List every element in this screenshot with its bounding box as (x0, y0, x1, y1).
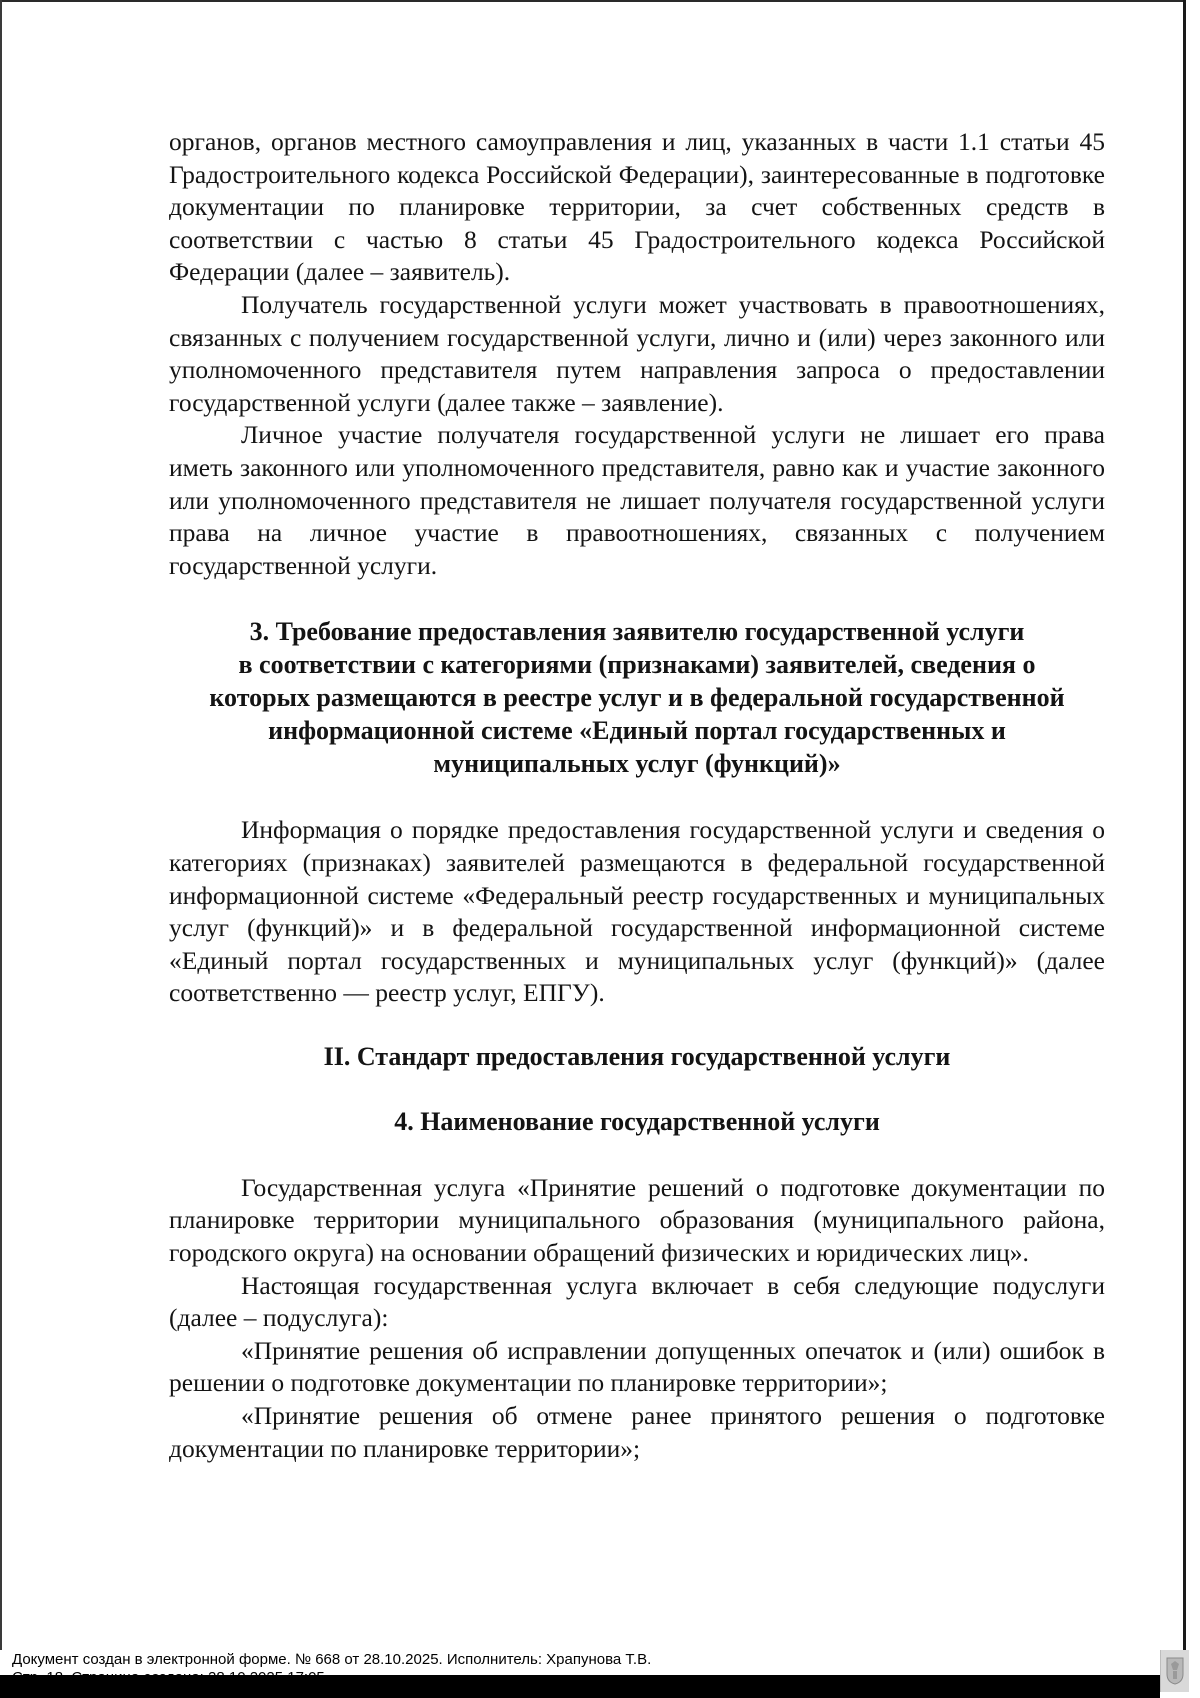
paragraph-applicants: органов, органов местного самоуправления и лиц, указанных в части 1.1 статьи 45 Градостроительного кодекса Российской Федерации), заинтересованные в подготовке документации по планировке территории, за счет собственных средств в соответствии с частью 8 статьи 45 Градостроительного кодекса Российской Федерации (далее – заявитель). (169, 127, 1105, 287)
section-3-heading-line-2: в соответствии с категориями (признаками) заявителей, сведения о (238, 650, 1036, 680)
paragraph-subservice-cancellation: «Принятие решения об отмене ранее принятого решения о подготовке документации по планировке территории»; (169, 1401, 1105, 1463)
scan-edge-left (0, 0, 2, 1650)
document-body (169, 126, 1105, 1465)
section-3-heading-line-5: муниципальных услуг (функций)» (433, 749, 841, 779)
section-3-heading-line-1: 3. Требование предоставления заявителю государственной услуги (249, 617, 1025, 647)
coat-of-arms-icon (1165, 1656, 1185, 1686)
paragraph-registry-info: Информация о порядке предоставления государственной услуги и сведения о категориях (признаках) заявителей размещаются в федеральной государственной информационной системе «Федеральный реестр государственных и муниципальных услуг (функций)» и в федеральной государственной информационной системе «Единый портал государственных и муниципальных услуг (функций)» (далее соответственно — реестр услуг, ЕПГУ). (169, 815, 1105, 1008)
footer-document-stamp: Документ создан в электронной форме. № 668 от 28.10.2025. Исполнитель: Храпунова Т.В. (12, 1651, 652, 1668)
scan-edge-top (0, 0, 1200, 2)
chapter-2-heading: II. Стандарт предоставления государственной услуги (323, 1041, 951, 1071)
section-3-heading (169, 615, 1105, 780)
section-4-heading: 4. Наименование государственной услуги (394, 1106, 880, 1136)
paragraph-recipient-participation: Получатель государственной услуги может участвовать в правоотношениях, связанных с получением государственной услуги, лично и (или) через законного или уполномоченного представителя путем направления запроса о предоставлении государственной услуги (далее также – заявление). (169, 289, 1105, 417)
paragraph-subservice-corrections: «Принятие решения об исправлении допущенных опечаток и (или) ошибок в решении о подготовке документации по планировке территории»; (169, 1335, 1105, 1398)
section-3-heading-line-4: информационной системе «Единый портал государственных и (268, 716, 1006, 746)
redaction-bar (0, 1675, 1160, 1698)
paragraph-service-name: Государственная услуга «Принятие решений о подготовке документации по планировке территории муниципального образования (муниципального района, городского округа) на основании обращений физических и юридических лиц». (169, 1172, 1105, 1268)
paragraph-subservices-intro: Настоящая государственная услуга включает в себя следующие подуслуги (далее – подуслуга): (169, 1270, 1105, 1333)
section-3-heading-line-3: которых размещаются в реестре услуг и в федеральной государственной (209, 683, 1065, 713)
emblem-icon (1160, 1650, 1189, 1692)
scan-margin (1186, 0, 1200, 1698)
paragraph-personal-participation: Личное участие получателя государственной услуги не лишает его права иметь законного или уполномоченного представителя, равно как и участие законного или уполномоченного представителя не лишает получателя государственной услуги права на личное участие в правоотношениях, связанных с получением государственной услуги. (169, 420, 1105, 580)
